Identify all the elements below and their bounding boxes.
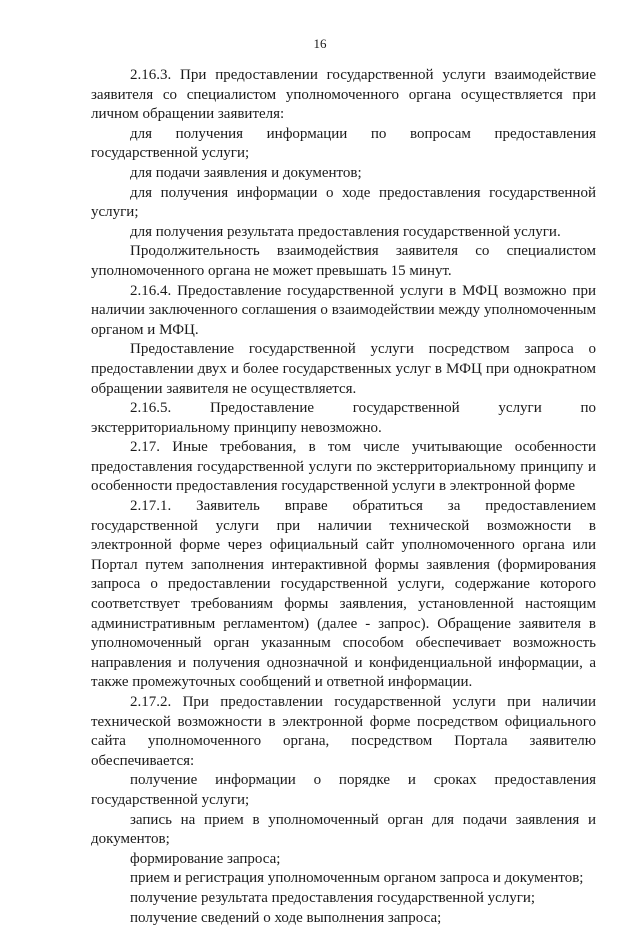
list-item: прием и регистрация уполномоченным органом запроса и документов; xyxy=(130,870,584,887)
list-item: запись на прием в уполномоченный орган для подачи заявления и документов; xyxy=(91,811,596,848)
paragraph-mfc-request: Предоставление государственной услуги посредством запроса о предоставлении двух и более государственных услуг в МФЦ при однократном обращении заявителя не осуществляется. xyxy=(91,341,596,397)
list-item: получение информации о порядке и сроках предоставления государственной услуги; xyxy=(91,772,596,808)
paragraph-2-16-3: 2.16.3. При предоставлении государственной услуги взаимодействие заявителя со специалистом уполномоченного органа осуществляется при личном обращении заявителя: xyxy=(91,67,596,123)
list-item: для получения результата предоставления государственной услуги. xyxy=(130,223,561,240)
list-item: получение результата предоставления государственной услуги; xyxy=(130,889,536,906)
list-item: получение сведений о ходе выполнения запроса; xyxy=(130,909,442,926)
list-item: формирование запроса; xyxy=(130,850,281,867)
list-item: для получения информации по вопросам предоставления государственной услуги; xyxy=(91,125,596,162)
paragraph-2-16-4: 2.16.4. Предоставление государственной услуги в МФЦ возможно при наличии заключенного соглашения о взаимодействии между уполномоченным органом и МФЦ. xyxy=(91,282,596,338)
list-item: для подачи заявления и документов; xyxy=(130,164,362,181)
paragraph-2-17-1: 2.17.1. Заявитель вправе обратиться за предоставлением государственной услуги при наличии технической возможности в электронной форме через официальный сайт уполномоченного органа или Портал путем заполнения интерактивной формы заявления (формирования запроса о предоставлении государственной услуги, содержание которого соответствует требованиям формы заявления, установленной настоящим административным регламентом) (далее - запрос). Обращение заявителя в уполномоченный орган указанным способом обеспечивает возможность направления и получения однозначной и конфиденциальной информации, а также промежуточных сообщений и ответной информации. xyxy=(91,498,596,691)
document-body xyxy=(91,66,596,928)
page-number: 16 xyxy=(313,36,327,51)
paragraph-2-17-2: 2.17.2. При предоставлении государственной услуги при наличии технической возможности в электронной форме посредством официального сайта уполномоченного органа, посредством Портала заявителю обеспечивается: xyxy=(91,694,596,769)
list-item: для получения информации о ходе предоставления государственной услуги; xyxy=(91,184,596,221)
paragraph-duration: Продолжительность взаимодействия заявителя со специалистом уполномоченного органа не может превышать 15 минут. xyxy=(91,243,596,279)
paragraph-2-17: 2.17. Иные требования, в том числе учитывающие особенности предоставления государственной услуги по экстерриториальному принципу и особенности предоставления государственной услуги в электронной форме xyxy=(91,439,596,495)
paragraph-2-16-5: 2.16.5. Предоставление государственной услуги по экстерриториальному принципу невозможно. xyxy=(91,400,596,436)
